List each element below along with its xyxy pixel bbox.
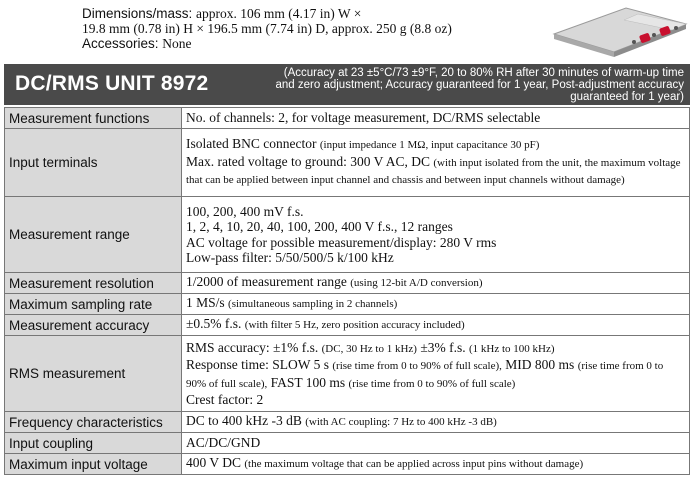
- table-row: [5, 454, 690, 475]
- row-label: Input terminals: [5, 129, 182, 197]
- value-text: 1 MS/s: [186, 295, 225, 311]
- accuracy-note: (Accuracy at 23 ±5°C/73 ±9°F, 20 to 80% RH after 30 minutes of warm-up time and zero adjustment; Accuracy guaranteed for 1 year, Post-adjustment accuracy guaranteed for 1 year): [275, 67, 684, 103]
- dimensions-label: Dimensions/mass:: [82, 6, 193, 21]
- row-label: Measurement functions: [5, 108, 182, 129]
- value-note: (1 kHz to 100 kHz): [469, 342, 555, 355]
- value-note: (the maximum voltage that can be applied across input pins without damage): [244, 458, 584, 471]
- row-label: RMS measurement: [5, 336, 182, 412]
- value-note: (input impedance 1 MΩ, input capacitance 30 pF): [319, 139, 540, 152]
- value-note: (simultaneous sampling in 2 channels): [228, 298, 398, 311]
- row-label: Measurement accuracy: [5, 315, 182, 336]
- value-note: (with AC coupling: 7 Hz to 400 kHz -3 dB): [305, 416, 497, 429]
- value-text: Response time: SLOW 5 s: [186, 357, 329, 372]
- row-label: Measurement resolution: [5, 273, 182, 294]
- row-value: [182, 336, 690, 412]
- value-text: 400 V DC: [186, 455, 242, 471]
- value-text: AC/DC/GND: [186, 435, 261, 451]
- value-note: (rise time from 0 to 90% of full scale),: [186, 360, 664, 390]
- value-text: Isolated BNC connector: [186, 136, 317, 152]
- value-line: [186, 357, 685, 392]
- accessories-label: Accessories:: [82, 36, 159, 51]
- unit-title: DC/RMS UNIT 8972: [15, 72, 209, 95]
- value-text: Crest factor: 2: [186, 392, 264, 407]
- table-row: [5, 336, 690, 412]
- spec-table: [4, 107, 690, 475]
- table-row: [5, 108, 690, 129]
- value-line: [186, 136, 685, 154]
- value-text: MID 800 ms: [501, 357, 575, 372]
- value-text: 1, 2, 4, 10, 20, 40, 100, 200, 400 V f.s., 12 ranges: [186, 219, 453, 234]
- table-row: [5, 129, 690, 197]
- row-value: [182, 129, 690, 197]
- value-text: FAST 100 ms: [267, 374, 346, 390]
- value-text: ±3% f.s.: [416, 339, 466, 355]
- value-text: RMS accuracy: ±1% f.s.: [186, 339, 319, 355]
- row-value: [182, 454, 690, 475]
- value-note: (using 12-bit A/D conversion): [350, 277, 483, 290]
- value-note: (with input isolated from the unit, the maximum voltage that can be applied between input channel and chassis and between input channels without damage): [186, 156, 681, 187]
- table-row: [5, 315, 690, 336]
- row-value: [182, 197, 690, 273]
- table-row: [5, 197, 690, 273]
- table-row: [5, 273, 690, 294]
- dimensions-value-2: 19.8 mm (0.78 in) H × 196.5 mm (7.74 in) D, approx. 250 g (8.8 oz): [82, 21, 452, 36]
- value-text: 1/2000 of measurement range: [186, 274, 347, 290]
- row-label: Measurement range: [5, 197, 182, 273]
- row-label: Maximum input voltage: [5, 454, 182, 475]
- product-image: [548, 4, 690, 58]
- dimensions-line: [82, 6, 522, 21]
- value-line: [186, 154, 685, 189]
- value-text: 100, 200, 400 mV f.s.: [186, 203, 304, 219]
- accessories-line: [82, 36, 522, 51]
- table-row: [5, 412, 690, 433]
- value-note: (DC, 30 Hz to 1 kHz): [321, 342, 417, 355]
- row-label: Maximum sampling rate: [5, 294, 182, 315]
- product-intro: [82, 6, 522, 51]
- dimensions-value-1: approx. 106 mm (4.17 in) W ×: [196, 6, 362, 21]
- row-label: Frequency characteristics: [5, 412, 182, 433]
- value-note: (rise time from 0 to 90% of full scale),: [332, 360, 502, 372]
- value-note: (with filter 5 Hz, zero position accuracy included): [244, 319, 465, 332]
- value-text: Max. rated voltage to ground: 300 V AC, DC: [186, 153, 430, 169]
- value-text: ±0.5% f.s.: [186, 316, 242, 332]
- row-label: Input coupling: [5, 433, 182, 454]
- value-line: [186, 340, 685, 358]
- row-value: [182, 273, 690, 294]
- table-row: [5, 433, 690, 454]
- row-value: [182, 412, 690, 433]
- row-value: [182, 315, 690, 336]
- table-row: [5, 294, 690, 315]
- value-text: Low-pass filter: 5/50/500/5 k/100 kHz: [186, 250, 394, 265]
- value-text: DC to 400 kHz -3 dB: [186, 413, 302, 429]
- row-value: [182, 108, 690, 129]
- row-value: [182, 433, 690, 454]
- value-text: No. of channels: 2, for voltage measurement, DC/RMS selectable: [186, 110, 541, 126]
- value-note: (rise time from 0 to 90% of full scale): [348, 377, 516, 390]
- spec-header: [4, 64, 690, 105]
- value-text: AC voltage for possible measurement/display: 280 V rms: [186, 234, 497, 250]
- accessories-value: None: [162, 36, 192, 51]
- row-value: [182, 294, 690, 315]
